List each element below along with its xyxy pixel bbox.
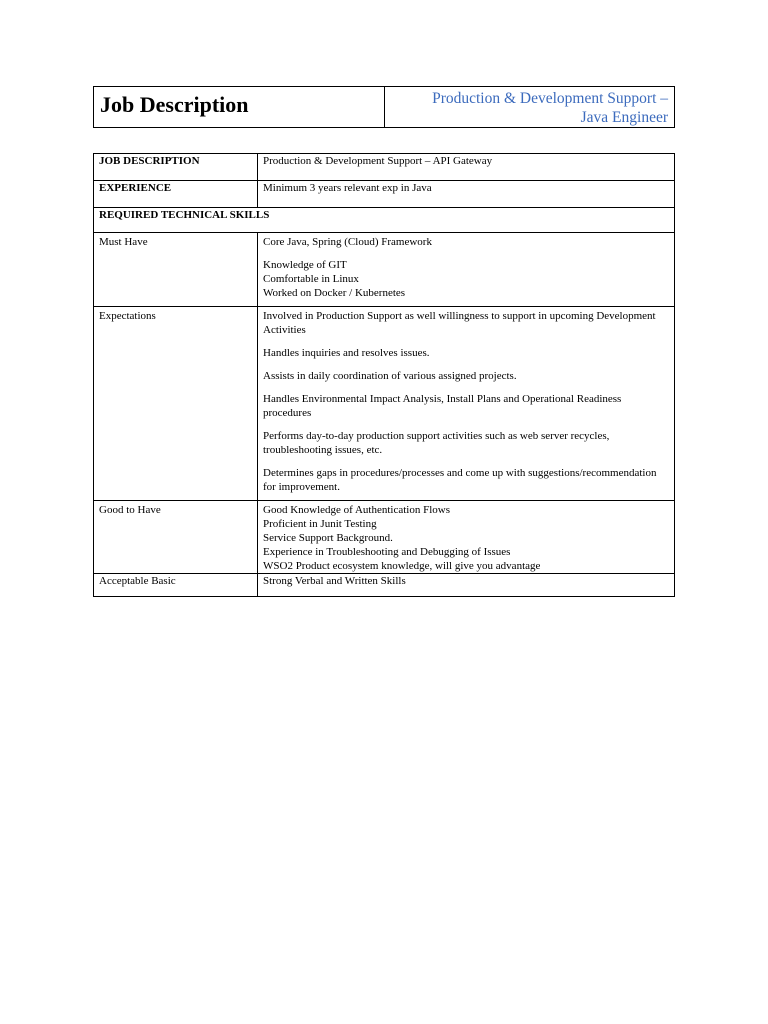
good-to-have-label: Good to Have	[94, 501, 258, 574]
must-have-item: Knowledge of GIT	[263, 259, 347, 271]
position-title	[385, 87, 674, 127]
good-to-have-item: Proficient in Junit Testing	[263, 518, 377, 530]
acceptable-basic-row	[94, 574, 675, 597]
must-have-item: Worked on Docker / Kubernetes	[263, 287, 406, 299]
good-to-have-row	[94, 501, 675, 574]
job-details-table	[93, 153, 675, 597]
must-have-content	[258, 233, 675, 307]
expectations-label: Expectations	[94, 307, 258, 501]
header-table	[93, 86, 675, 128]
good-to-have-item: WSO2 Product ecosystem knowledge, will give you advantage	[263, 560, 541, 572]
good-to-have-item: Service Support Background.	[263, 532, 393, 544]
experience-value: Minimum 3 years relevant exp in Java	[258, 181, 675, 208]
expectations-row	[94, 307, 675, 501]
expectations-content	[258, 307, 675, 501]
expectation-item: Handles inquiries and resolves issues.	[263, 347, 430, 359]
position-title-line-2: Java Engineer	[580, 109, 668, 126]
good-to-have-item: Good Knowledge of Authentication Flows	[263, 504, 450, 516]
required-skills-heading: REQUIRED TECHNICAL SKILLS	[94, 208, 675, 233]
experience-label: EXPERIENCE	[94, 181, 258, 208]
good-to-have-item: Experience in Troubleshooting and Debugging of Issues	[263, 546, 511, 558]
expectation-item: Determines gaps in procedures/processes and come up with suggestions/recommendation for improvement.	[263, 467, 657, 493]
must-have-label: Must Have	[94, 233, 258, 307]
acceptable-basic-label: Acceptable Basic	[94, 574, 258, 597]
good-to-have-content	[258, 501, 675, 574]
job-description-label: JOB DESCRIPTION	[94, 154, 258, 181]
expectation-item: Involved in Production Support as well willingness to support in upcoming Development Activities	[263, 310, 656, 336]
acceptable-basic-value: Strong Verbal and Written Skills	[258, 574, 675, 597]
job-description-value: Production & Development Support – API Gateway	[258, 154, 675, 181]
job-description-row	[94, 154, 675, 181]
must-have-row	[94, 233, 675, 307]
must-have-item: Core Java, Spring (Cloud) Framework	[263, 236, 432, 248]
expectation-item: Performs day-to-day production support activities such as web server recycles, troubleshooting issues, etc.	[263, 430, 610, 456]
must-have-item: Comfortable in Linux	[263, 273, 359, 285]
experience-row	[94, 181, 675, 208]
expectation-item: Handles Environmental Impact Analysis, Install Plans and Operational Readiness procedures	[263, 393, 622, 419]
must-have-list	[263, 258, 669, 300]
expectation-item: Assists in daily coordination of various assigned projects.	[263, 370, 517, 382]
document-title: Job Description	[94, 87, 385, 127]
section-row	[94, 208, 675, 233]
position-title-line-1: Production & Development Support –	[432, 90, 668, 107]
